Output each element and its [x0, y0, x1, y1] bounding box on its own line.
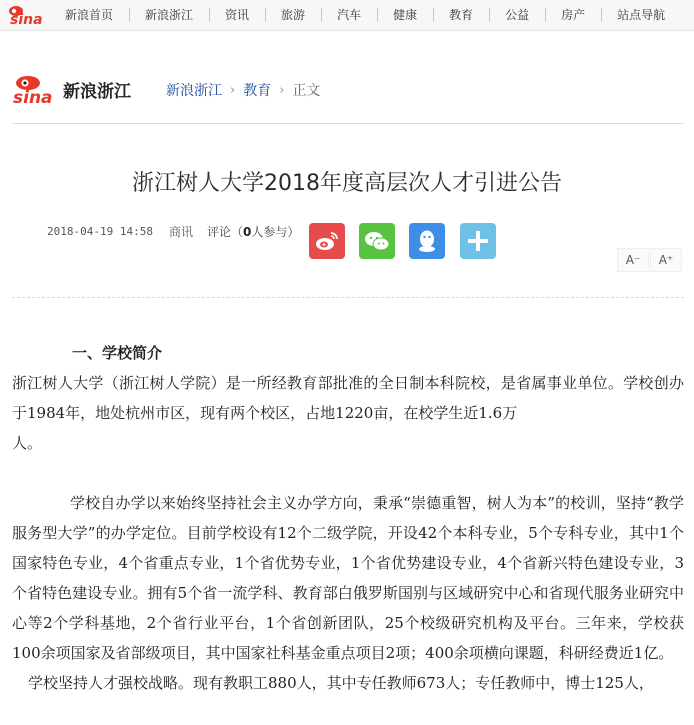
- sina-logo-text: sina: [9, 12, 43, 26]
- font-increase-button[interactable]: A⁺: [650, 248, 682, 272]
- breadcrumb: [166, 80, 320, 100]
- breadcrumb-current: 正文: [292, 83, 321, 99]
- weibo-icon: [315, 230, 339, 252]
- comment-count: 0: [243, 225, 252, 239]
- paragraph-intro: 浙江树人大学（浙江树人学院）是一所经教育部批准的全日制本科院校，是省属事业单位。学校创办于1984年，地处杭州市区，现有两个校区，占地1220亩，在校学生近1.6万: [12, 374, 684, 422]
- meta-divider: [12, 297, 684, 298]
- comment-suffix: 人参与）: [251, 225, 300, 239]
- wechat-icon: [364, 230, 390, 252]
- share-weibo-button[interactable]: [309, 223, 345, 259]
- brand-text: 新浪浙江: [63, 81, 131, 102]
- nav-item-education[interactable]: 教育: [433, 8, 489, 22]
- top-nav: [0, 0, 694, 31]
- nav-item-travel[interactable]: 旅游: [265, 8, 321, 22]
- nav-item-news[interactable]: 资讯: [209, 8, 265, 22]
- article-source[interactable]: 商讯: [168, 225, 193, 239]
- breadcrumb-education[interactable]: 教育: [243, 83, 272, 99]
- brand-logo[interactable]: [12, 72, 131, 106]
- breadcrumb-zhejiang[interactable]: 新浪浙江: [166, 83, 222, 99]
- nav-item-charity[interactable]: 公益: [489, 8, 545, 22]
- nav-item-site-nav[interactable]: 站点导航: [601, 8, 681, 22]
- nav-item-health[interactable]: 健康: [377, 8, 433, 22]
- section-heading: 一、学校简介: [72, 344, 163, 362]
- share-more-button[interactable]: [460, 223, 496, 259]
- article-meta: [47, 223, 299, 240]
- nav-item-zhejiang[interactable]: 新浪浙江: [129, 8, 209, 22]
- comment-link[interactable]: [207, 223, 299, 240]
- share-qq-button[interactable]: [409, 223, 445, 259]
- page-header: [12, 72, 684, 124]
- article-title: 浙江树人大学2018年度高层次人才引进公告: [132, 171, 562, 196]
- nav-item-home[interactable]: 新浪首页: [65, 8, 114, 22]
- article-body: [12, 338, 684, 698]
- paragraph-history: 学校自办学以来始终坚持社会主义办学方向，秉承“崇德重智，树人为本”的校训，坚持“教学服务型大学”的办学定位。目前学校设有12个二级学院，开设42个本科专业，5个专科专业，其中1个国家特色专业，4个省重点专业，1个省优势专业，1个省优势建设专业，4个省新兴特色建设专业，3个省特色建设专业。拥有5个省一流学科、教育部白俄罗斯国别与区域研究中心和省现代服务业研究中心等2个学科基地，2个省行业平台，1个省创新团队，25个校级研究机构及平台。三年来，学校获100余项国家及省部级项目，其中国家社科基金重点项目2项；400余项横向课题，科研经费近1亿。: [12, 494, 684, 662]
- share-wechat-button[interactable]: [359, 223, 395, 259]
- nav-item-house[interactable]: 房产: [545, 8, 601, 22]
- qq-icon: [416, 229, 438, 253]
- font-decrease-button[interactable]: A⁻: [617, 248, 649, 272]
- brand-logo-text: sina: [13, 88, 53, 106]
- plus-icon: [467, 230, 489, 252]
- comment-prefix: 评论（: [206, 225, 243, 239]
- chevron-right-icon: ›: [279, 82, 285, 98]
- publish-date: 2018-04-19 14:58: [47, 225, 153, 238]
- chevron-right-icon: ›: [230, 82, 236, 98]
- spacer: [12, 458, 684, 488]
- nav-item-auto[interactable]: 汽车: [321, 8, 377, 22]
- paragraph-intro-tail: 人。: [12, 434, 43, 452]
- sina-logo-small[interactable]: [0, 0, 55, 31]
- paragraph-talent: 学校坚持人才强校战略。现有教职工880人，其中专任教师673人；专任教师中，博士125人，: [28, 674, 654, 692]
- sina-eye-logo: [12, 72, 60, 106]
